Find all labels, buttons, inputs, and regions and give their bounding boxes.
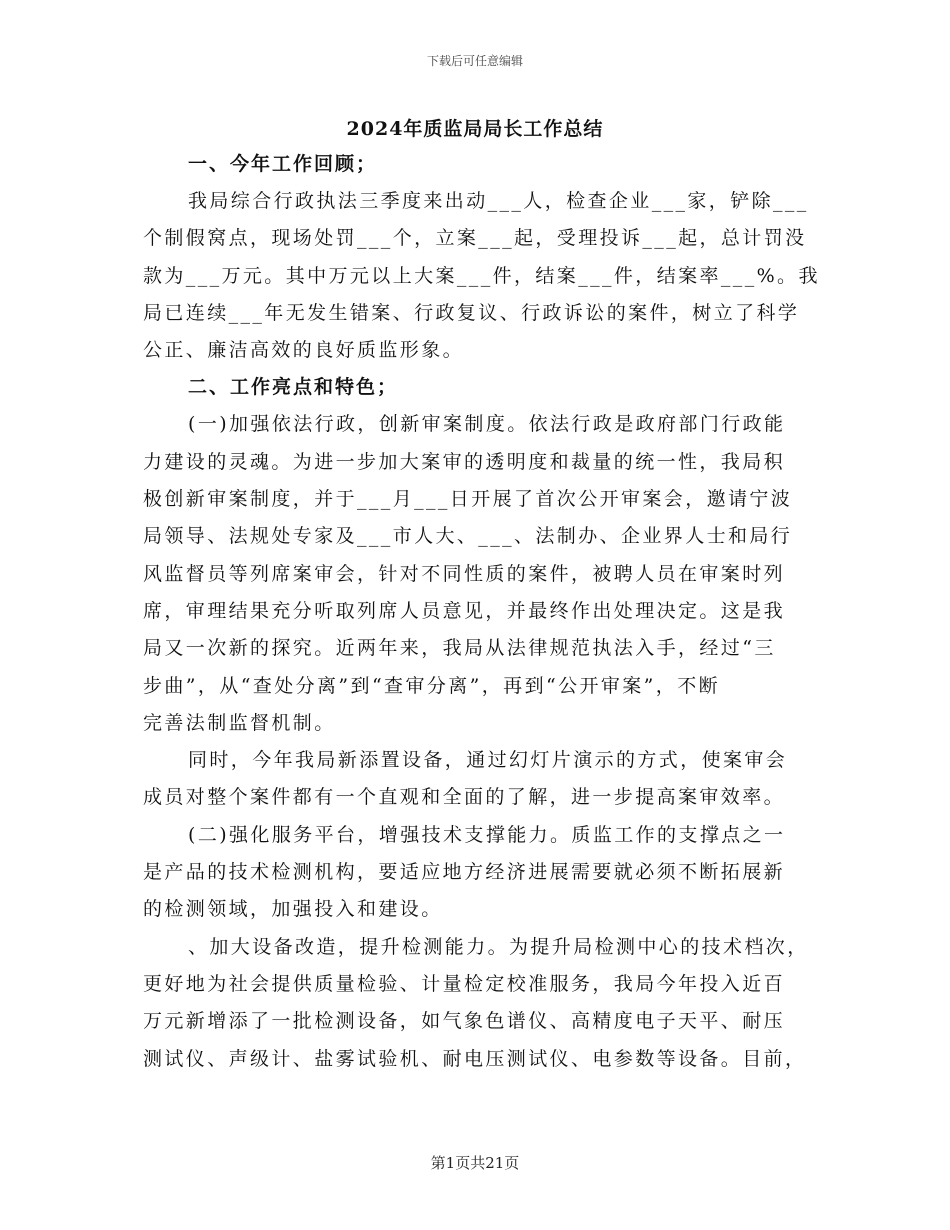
- paragraph-line: 力建设的灵魂。为进一步加大案审的透明度和裁量的统一性，我局积: [143, 450, 786, 473]
- paragraph-first-line: 我局综合行政执法三季度来出动___人，检查企业___家，铲除___: [188, 190, 809, 212]
- paragraph-line: 更好地为社会提供质量检验、计量检定校准服务，我局今年投入近百: [143, 972, 786, 995]
- document-body: [143, 146, 820, 1078]
- paragraph-line: 步曲”，从“查处分离”到“查审分离”，再到“公开审案”，不断: [143, 674, 720, 697]
- page-footer: 第1页共21页: [430, 1154, 520, 1172]
- paragraph-line: 的检测领域，加强投入和建设。: [143, 898, 443, 921]
- paragraph-line: 局又一次新的探究。近两年来，我局从法律规范执法入手，经过“三: [143, 637, 776, 660]
- paragraph-line: 测试仪、声级计、盐雾试验机、耐电压测试仪、电参数等设备。目前，: [143, 1047, 807, 1070]
- section-heading: 一、今年工作回顾；: [188, 153, 378, 175]
- paragraph-line: 极创新审案制度，并于___月___日开展了首次公开审案会，邀请宁波: [143, 488, 793, 511]
- paragraph-line: 是产品的技术检测机构，要适应地方经济进展需要就必须不断拓展新: [143, 861, 786, 884]
- page-header: 下载后可任意编辑: [426, 54, 523, 68]
- section-heading: 二、工作亮点和特色；: [188, 376, 399, 399]
- paragraph-line: 风监督员等列席案审会，针对不同性质的案件，被聘人员在审案时列: [143, 562, 786, 585]
- paragraph-line: 完善法制监督机制。: [143, 711, 336, 734]
- paragraph-line: 款为___万元。其中万元以上大案___件，结案___件，结案率___%。我: [143, 264, 820, 287]
- paragraph-line: 成员对整个案件都有一个直观和全面的了解，进一步提高案审效率。: [143, 786, 786, 809]
- paragraph-line: 万元新增添了一批检测设备，如气象色谱仪、高精度电子天平、耐压: [143, 1010, 786, 1033]
- paragraph-first-line: 同时，今年我局新添置设备，通过幻灯片演示的方式，使案审会: [188, 749, 788, 772]
- paragraph-line: 局已连续___年无发生错案、行政复议、行政诉讼的案件，树立了科学: [143, 301, 800, 324]
- paragraph-line: 公正、廉洁高效的良好质监形象。: [143, 339, 465, 362]
- paragraph-line: 局领导、法规处专家及___市人大、___、法制办、企业界人士和局行: [143, 525, 793, 548]
- paragraph-first-line: (二)强化服务平台，增强技术支撑能力。质监工作的支撑点之一: [188, 823, 786, 846]
- paragraph-line: 席，审理结果充分听取列席人员意见，并最终作出处理决定。这是我: [143, 599, 786, 622]
- document-title: 2024年质监局局长工作总结: [346, 118, 604, 140]
- paragraph-first-line: 、加大设备改造，提升检测能力。为提升局检测中心的技术档次，: [188, 935, 809, 958]
- paragraph-line: 个制假窝点，现场处罚___个，立案___起，受理投诉___起，总计罚没: [143, 227, 807, 250]
- paragraph-first-line: (一)加强依法行政，创新审案制度。依法行政是政府部门行政能: [188, 413, 786, 436]
